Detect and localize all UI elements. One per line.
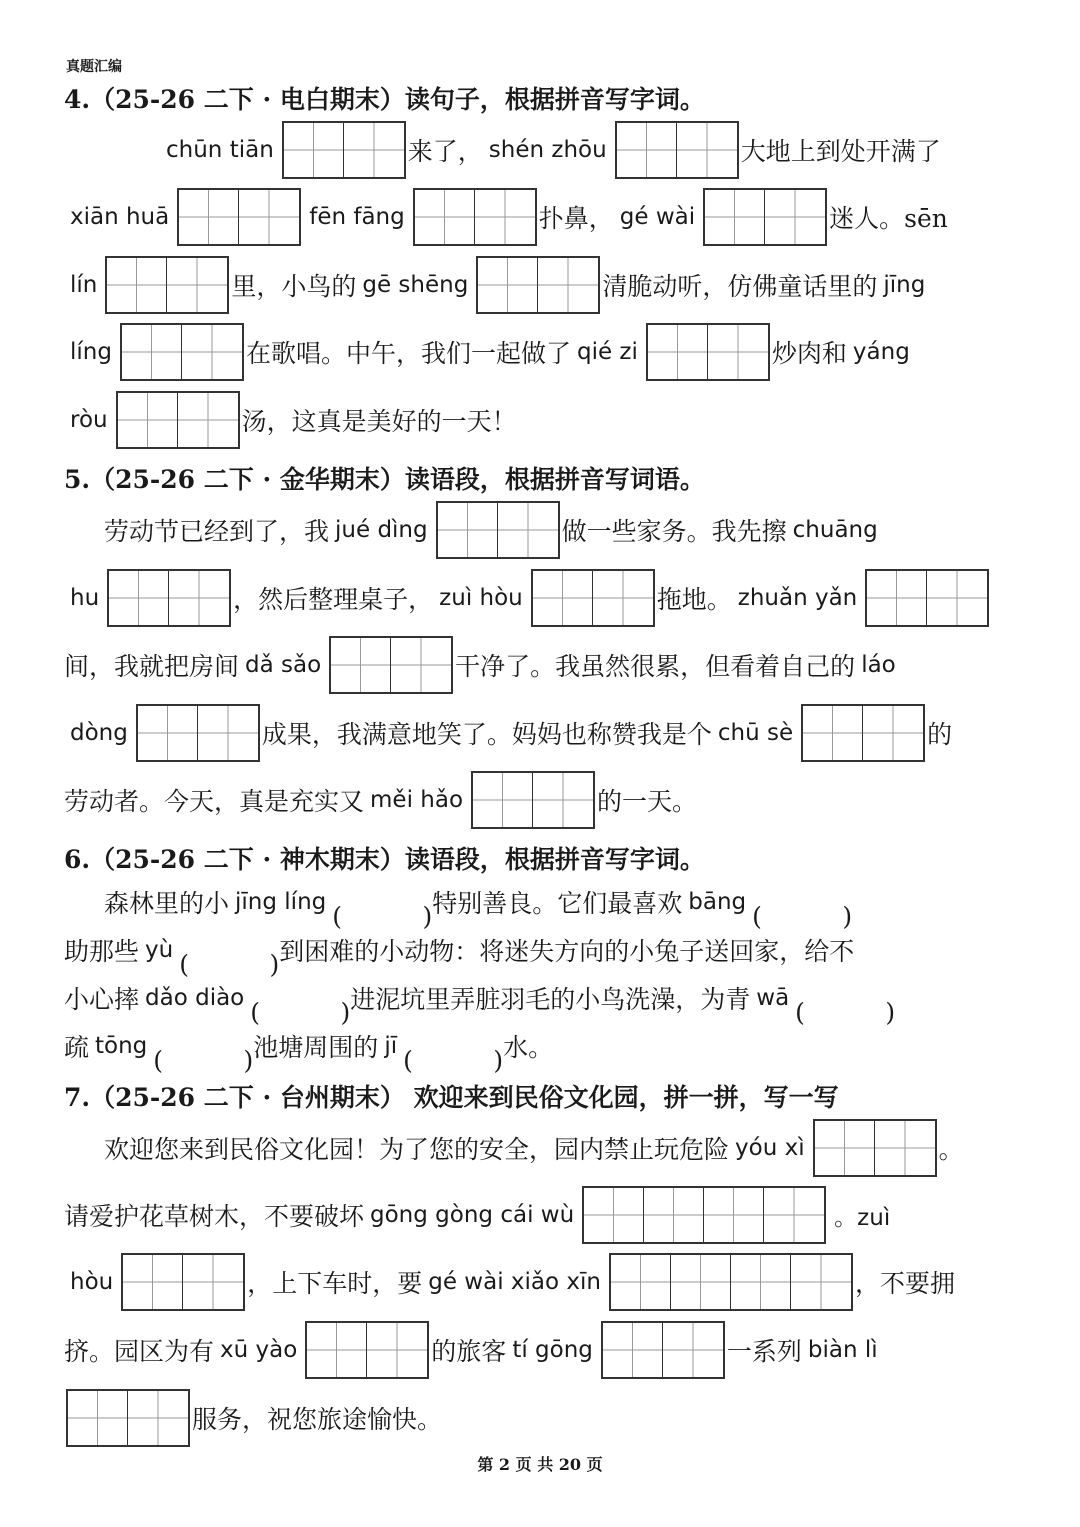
pinyin: gē shēng [362,272,469,298]
q7-line-5 [64,1388,442,1448]
pinyin: zhuǎn yǎn [737,585,858,611]
text: 里，小鸟的 [231,272,357,301]
pinyin: chūn tiān [166,137,274,163]
pinyin: bāng [688,889,747,915]
answer-box[interactable] [66,1389,190,1447]
answer-box[interactable] [646,323,770,381]
pinyin: ròu [70,407,108,433]
pinyin: gōng gòng cái wù [370,1202,575,1228]
pinyin: dǎ sǎo [245,652,322,678]
answer-box[interactable] [107,569,231,627]
question-6-title: 6.（25-26 二下 · 神木期末）读语段，根据拼音写字词。 [64,845,705,874]
answer-box[interactable] [615,121,739,179]
pinyin: wā [756,985,790,1011]
pinyin: yóu xì [735,1135,805,1161]
pinyin: tí gōng [512,1337,593,1363]
pinyin: qié zi [576,339,638,365]
text: ，然后整理桌子， [233,585,434,614]
text: 来了， [407,137,483,166]
answer-box[interactable] [609,1253,853,1311]
q5-line-3 [64,635,902,695]
text: 疏 [64,1033,90,1062]
answer-box[interactable] [121,1253,245,1311]
pinyin: jīng líng [235,889,327,915]
pinyin: gé wài xiǎo xīn [428,1269,601,1295]
pinyin: zuì hòu [439,585,523,611]
text: 拖地。 [656,585,732,614]
answer-box[interactable] [476,256,600,314]
q5-line-5 [64,770,697,830]
text: 水。 [503,1033,554,1062]
q4-line-1 [160,120,941,180]
answer-box[interactable] [703,188,827,246]
q7-line-4 [64,1320,884,1380]
text: 做一些家务。我先擦 [561,517,787,546]
answer-box[interactable] [531,569,655,627]
q4-line-4 [64,322,916,382]
pinyin: 。zuì [834,1204,891,1231]
text: 挤。园区为有 [64,1337,215,1366]
text: 。 [938,1135,964,1164]
pinyin: jué dìng [335,517,428,543]
answer-box[interactable] [282,121,406,179]
q6-line-3 [64,974,895,1022]
answer-box[interactable] [177,188,301,246]
answer-box[interactable] [813,1119,937,1177]
text: 森林里的小 [104,889,230,918]
q5-line-1 [104,500,884,560]
pinyin: jī [384,1033,398,1059]
q7-line-2 [64,1185,896,1245]
pinyin: láo [861,652,896,678]
pinyin: chū sè [717,720,794,746]
text: 干净了。我虽然很累，但看着自己的 [455,652,856,681]
q6-line-4 [64,1022,553,1070]
pinyin: měi hǎo [370,787,464,813]
answer-box[interactable] [136,704,260,762]
text: 汤，这真是美好的一天！ [241,407,517,436]
question-5-title: 5.（25-26 二下 · 金华期末）读语段，根据拼音写词语。 [64,465,705,494]
text: 在歌唱。中午，我们一起做了 [245,339,571,368]
q7-line-3 [64,1252,955,1312]
pinyin: xū yào [220,1337,298,1363]
q4-line-2 [64,187,948,247]
text: 一系列 [726,1337,802,1366]
q5-line-4 [64,703,952,763]
question-7-title: 7.（25-26 二下 · 台州期末） 欢迎来到民俗文化园，拼一拼，写一写 [64,1083,839,1112]
pinyin: chuāng [792,517,878,543]
pinyin: hòu [70,1269,114,1295]
answer-box[interactable] [601,1321,725,1379]
q5-line-2 [64,568,991,628]
pinyin: biàn lì [807,1337,878,1363]
answer-box[interactable] [120,323,244,381]
pinyin: dǎo diào [145,985,245,1011]
answer-box[interactable] [105,256,229,314]
answer-box[interactable] [801,704,925,762]
text: 欢迎您来到民俗文化园！为了您的安全，园内禁止玩危险 [104,1135,730,1164]
text: 的 [927,720,953,749]
text: 迷人。sēn [829,204,948,233]
text: 成果，我满意地笑了。妈妈也称赞我是个 [261,720,712,749]
text: 扑鼻， [538,204,614,233]
answer-box[interactable] [413,188,537,246]
q4-line-5 [64,390,517,450]
pinyin: lín [70,272,98,298]
pinyin: yù [145,937,174,963]
answer-box[interactable] [471,771,595,829]
text: 劳动节已经到了，我 [104,517,330,546]
text: 小心摔 [64,985,140,1014]
text: 劳动者。今天，真是充实又 [64,787,365,816]
pinyin: fēn fāng [309,204,405,230]
text: 清脆动听，仿佛童话里的 [602,272,878,301]
text: ，上下车时，要 [247,1269,423,1298]
text: 的一天。 [597,787,698,816]
q4-line-3 [64,255,931,315]
pinyin: líng [70,339,112,365]
question-4-title: 4.（25-26 二下 · 电白期末）读句子，根据拼音写字词。 [64,85,705,114]
pinyin: tōng [95,1033,148,1059]
text: ，不要拥 [854,1269,955,1298]
pinyin: dòng [70,720,128,746]
q6-line-2 [64,926,854,974]
answer-box[interactable] [436,501,560,559]
header-tag: 真题汇编 [66,59,122,75]
text: 特别善良。它们最喜欢 [432,889,683,918]
q7-line-1 [104,1118,964,1178]
text: 池塘周围的 [253,1033,379,1062]
text: 大地上到处开满了 [740,137,941,166]
pinyin: hu [70,585,100,611]
q6-line-1 [104,878,852,926]
answer-box[interactable] [329,636,453,694]
answer-box[interactable] [865,569,989,627]
pinyin: yáng [852,339,910,365]
answer-box[interactable] [116,391,240,449]
pinyin: shén zhōu [488,137,607,163]
answer-box[interactable] [582,1186,826,1244]
text: 到困难的小动物：将迷失方向的小兔子送回家，给不 [279,937,855,966]
text: 服务，祝您旅途愉快。 [192,1405,443,1434]
answer-box[interactable] [305,1321,429,1379]
text: 助那些 [64,937,140,966]
text: 进泥坑里弄脏羽毛的小鸟洗澡，为青 [350,985,751,1014]
page-footer: 第 2 页 共 20 页 [477,1455,603,1474]
pinyin: gé wài [619,204,696,230]
pinyin: jīng [883,272,926,298]
pinyin: xiān huā [70,204,170,230]
text: 请爱护花草树木，不要破坏 [64,1202,365,1231]
text: 的旅客 [431,1337,507,1366]
text: 炒肉和 [771,339,847,368]
text: 间，我就把房间 [64,652,240,681]
